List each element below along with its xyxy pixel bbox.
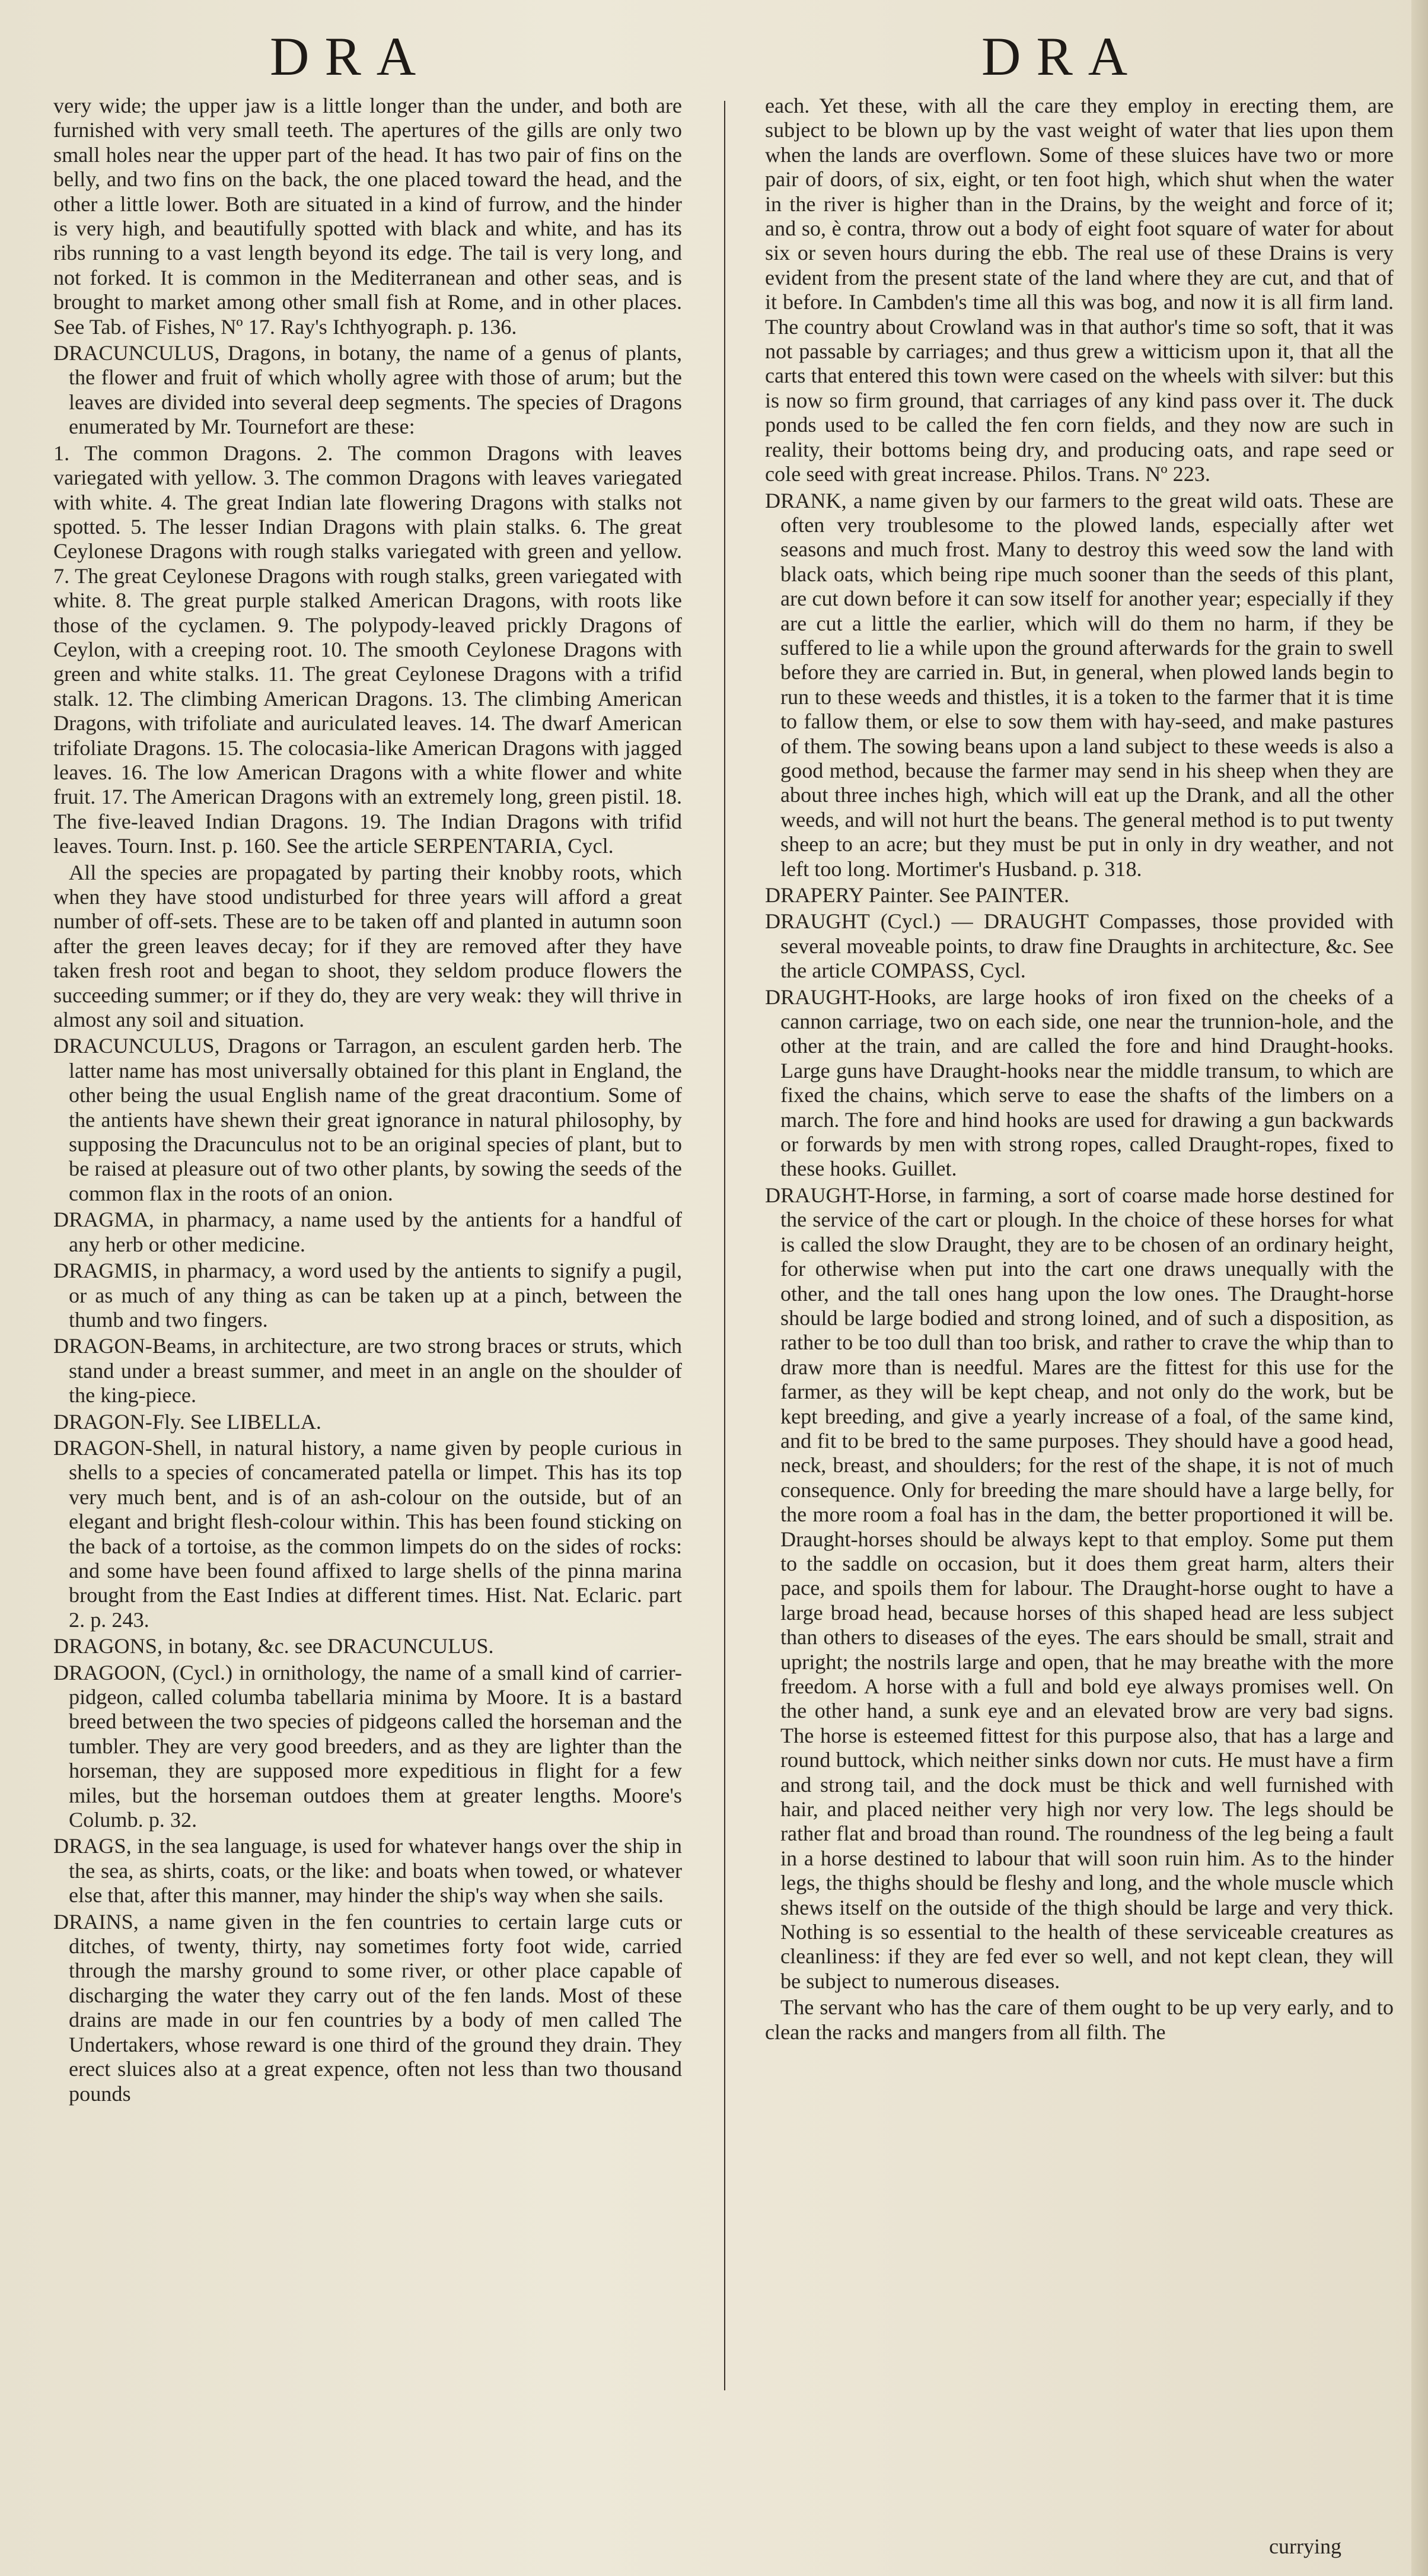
dictionary-entry: DRANK, a name given by our farmers to the great wild oats. These are often very troublesome to the plowed lands, especially after wet seasons and much frost. Many to destroy this weed sow the land with black oats, which being ripe much sooner than the seeds of this plant, are cut down before it can sow itself for another year; especially if they are cut a little the earlier, which will do them no harm, if they be suffered to lie a while upon the ground afterwards for the grain to swell before they are carried in. But, in general, when plowed lands begin to run to these weeds and thistles, it is a token to the farmer that it is time to fallow them, or else to sow them with hay-seed, and make pastures of them. The sowing beans upon a land subject to these weeds is also a good method, because the farmer may send in his sheep when they are about three inches high, which will eat up the Drank, and all the other weeds, and will not hurt the beans. The general method is to put twenty sheep to an acre; but they must be put in only in dry weather, and not left too long. Mortimer's Husband. p. 318.: [765, 488, 1394, 881]
dictionary-entry: DRAGON-Fly. See LIBELLA.: [53, 1409, 321, 1434]
dictionary-entry: DRAGON-Beams, in architecture, are two strong braces or struts, which stand under a breast summer, and meet in an angle on the shoulder of the king-piece.: [53, 1334, 682, 1408]
dictionary-entry: DRAUGHT-Hooks, are large hooks of iron fixed on the cheeks of a cannon carriage, two on each side, one near the trunnion-hole, and the other at the train, and are called the fore and hind Draught-hooks. Large guns have Draught-hooks near the middle transum, to which are fixed the chains, which serve to ease the shafts of the limbers on a march. The fore and hind hooks are used for drawing a gun backwards or forwards by men with strong ropes, called Draught-ropes, fixed to these hooks. Guillet.: [765, 985, 1394, 1181]
text-paragraph: The servant who has the care of them ought to be up very early, and to clean the racks and mangers from all filth. The: [765, 1995, 1394, 2044]
right-text-column: [765, 94, 1394, 2555]
dictionary-entry: DRAGONS, in botany, &c. see DRACUNCULUS.: [53, 1634, 494, 1658]
right-headword: DRA: [981, 26, 1143, 87]
catchword: currying: [1269, 2534, 1341, 2558]
text-paragraph: 1. The common Dragons. 2. The common Dragons with leaves variegated with yellow. 3. The common Dragons with leaves variegated with white. 4. The great Indian late flowering Dragons with stalks not spotted. 5. The lesser Indian Dragons with plain stalks. 6. The great Ceylonese Dragons with rough stalks variegated with green and yellow. 7. The great Ceylonese Dragons with rough stalks, green variegated with white. 8. The great purple stalked American Dragons, with roots like those of the cyclamen. 9. The polypody-leaved prickly Dragons of Ceylon, with a creeping root. 10. The smooth Ceylonese Dragons with green and white stalks. 11. The great Ceylonese Dragons with a trifid stalk. 12. The climbing American Dragons. 13. The climbing American Dragons, with trifoliate and auriculated leaves. 14. The dwarf American trifoliate Dragons. 15. The colocasia-like American Dragons with jagged leaves. 16. The low American Dragons with a white flower and white fruit. 17. The American Dragons with an extremely long, green pistil. 18. The five-leaved Indian Dragons. 19. The Indian Dragons with trifid leaves. Tourn. Inst. p. 160. See the article SERPENTARIA, Cycl.: [53, 441, 682, 858]
dictionary-entry: DRAUGHT (Cycl.) — DRAUGHT Compasses, those provided with several moveable points, to draw fine Draughts in architecture, &c. See the article COMPASS, Cycl.: [765, 909, 1394, 983]
dictionary-entry: DRAINS, a name given in the fen countries to certain large cuts or ditches, of twenty, thirty, nay sometimes forty foot wide, carried through the marshy ground to some river, or other place capable of discharging the water they carry out of the fen lands. Most of these drains are made in our fen countries by a body of men called The Undertakers, whose reward is one third of the ground they drain. They erect sluices also at a great expence, often not less than two thousand pounds: [53, 1909, 682, 2106]
dictionary-entry: DRACUNCULUS, Dragons or Tarragon, an esculent garden herb. The latter name has most universally obtained for this plant in England, the other being the usual English name of the great dracontium. Some of the antients have shewn their great ignorance in natural philosophy, by supposing the Dracunculus not to be an original species of plant, but to be raised at pleasure out of two other plants, by sowing the seeds of the common flax in the roots of an onion.: [53, 1034, 682, 1205]
text-paragraph: each. Yet these, with all the care they employ in erecting them, are subject to be blown up by the vast weight of water that lies upon them when the lands are overflown. Some of these sluices have two or more pair of doors, of six, eight, or ten foot high, which shut when the water in the river is higher than in the Drains, by the weight and force of it; and so, è contra, throw out a body of eight foot square of water for about six or seven hours during the ebb. The real use of these Drains is very evident from the present state of the land where they are cut, and that of it before. In Cambden's time all this was bog, and now it is all firm land. The country about Crowland was in that author's time so soft, that it was not passable by carriages; and thus grew a witticism upon it, that all the carts that entered this town were cased on the wheels with silver: but this is now so firm ground, that carriages of any kind pass over it. The duck ponds used to be called the fen corn fields, and they now are such in reality, their bottoms being dry, and producing oats, and rape seed or cole seed with great increase. Philos. Trans. Nº 223.: [765, 94, 1394, 486]
text-paragraph: All the species are propagated by parting their knobby roots, which when they have stood undisturbed for three years will afford a great number of off-sets. These are to be taken off and planted in autumn soon after the green leaves decay; for if they are removed after they have taken fresh root and began to shoot, they seldom produce flowers the succeeding summer; or if they do, they are very weak: they will thrive in almost any soil and situation.: [53, 860, 682, 1032]
dictionary-entry: DRAGON-Shell, in natural history, a name given by people curious in shells to a species of concamerated patella or limpet. This has its top very much bent, and is of an ash-colour on the outside, but of an elegant and bright flesh-colour within. This has been found sticking on the back of a tortoise, as the common limpets do on the sides of rocks: and some have been found affixed to large shells of the pinna marina brought from the East Indies at different times. Hist. Nat. Eclaric. part 2. p. 243.: [53, 1435, 682, 1632]
page-edge: [1411, 0, 1428, 2576]
dictionary-entry: DRAPERY Painter. See PAINTER.: [765, 883, 1070, 907]
dictionary-entry: DRAUGHT-Horse, in farming, a sort of coarse made horse destined for the service of the cart or plough. In the choice of these horses for what is called the slow Draught, they are to be chosen of an ordinary height, for otherwise when put into the cart one draws unequally with the other, and the tall ones hang upon the low ones. The Draught-horse should be large bodied and strong loined, and of such a disposition, as rather to be too dull than too brisk, and rather to crave the whip than to draw more than is needful. Mares are the fittest for this use for the farmer, as they will be kept cheap, and not only do the work, but be kept breeding, and give a yearly increase of a foal, of the same kind, and fit to be bred to the same purposes. They should have a good head, neck, breast, and shoulders; for the rest of the shape, it is not of much consequence. Only for breeding the mare should have a large belly, for the more room a foal has in the dam, the better proportioned it will be. Draught-horses should be always kept to that employ. Some put them to the saddle on occasion, but it does them great harm, alters their pace, and spoils them for labour. The Draught-horse ought to have a large broad head, because horses of this shaped head are less subject than others to diseases of the eyes. The ears should be small, strait and upright; the nostrils large and open, that he may breathe with the more freedom. A horse with a full and bold eye always promises well. On the other hand, a sunk eye and an elevated brow are very bad signs. The horse is esteemed fittest for this purpose also, that has a large and round buttock, which neither sinks down nor cuts. He must have a firm and strong tail, and the dock must be thick and well furnished with hair, and placed neither very high nor very low. The legs should be rather flat and broad than round. The roundness of the leg being a fault in a horse destined to labour that will soon ruin him. As to the hinder legs, the thighs should be fleshy and long, and the whole muscle which shews itself on the outside of the thigh should be large and very thick. Nothing is so essential to the health of these serviceable creatures as cleanliness: if they are fed ever so well, and not kept clean, they will be subject to numerous diseases.: [765, 1183, 1394, 1993]
dictionary-entry: DRACUNCULUS, Dragons, in botany, the name of a genus of plants, the flower and fruit of which wholly agree with those of arum; but the leaves are divided into several deep segments. The species of Dragons enumerated by Mr. Tournefort are these:: [53, 341, 682, 439]
text-paragraph: very wide; the upper jaw is a little longer than the under, and both are furnished with very small teeth. The apertures of the gills are only two small holes near the upper part of the head. It has two pair of fins on the belly, and two fins on the back, the one placed toward the head, and the other a little lower. Both are situated in a kind of furrow, and the hinder is very high, and beautifully spotted with black and white, and has its ribs running to a vast length beyond its edge. The tail is very long, and not forked. It is common in the Mediterranean and other seas, and is brought to market among other small fish at Rome, and in other places. See Tab. of Fishes, Nº 17. Ray's Ichthyograph. p. 136.: [53, 94, 682, 339]
left-headword: DRA: [270, 26, 432, 87]
dictionary-entry: DRAGMA, in pharmacy, a name used by the antients for a handful of any herb or other medicine.: [53, 1208, 682, 1256]
dictionary-entry: DRAGMIS, in pharmacy, a word used by the antients to signify a pugil, or as much of any thing as can be taken up at a pinch, between the thumb and two fingers.: [53, 1259, 682, 1332]
dictionary-entry: DRAGOON, (Cycl.) in ornithology, the name of a small kind of carrier-pidgeon, called columba tabellaria minima by Moore. It is a bastard breed between the two species of pidgeons called the horseman and the tumbler. They are very good breeders, and as they are lighter than the horseman, they are supposed more expeditious in flight for a few miles, but the horseman outdoes them at greater lengths. Moore's Columb. p. 32.: [53, 1660, 682, 1832]
left-text-column: [53, 94, 682, 2555]
dictionary-entry: DRAGS, in the sea language, is used for whatever hangs over the ship in the sea, as shirts, coats, or the like: and boats when towed, or whatever else that, after this manner, may hinder the ship's way when she sails.: [53, 1834, 682, 1908]
column-divider: [724, 101, 725, 2390]
